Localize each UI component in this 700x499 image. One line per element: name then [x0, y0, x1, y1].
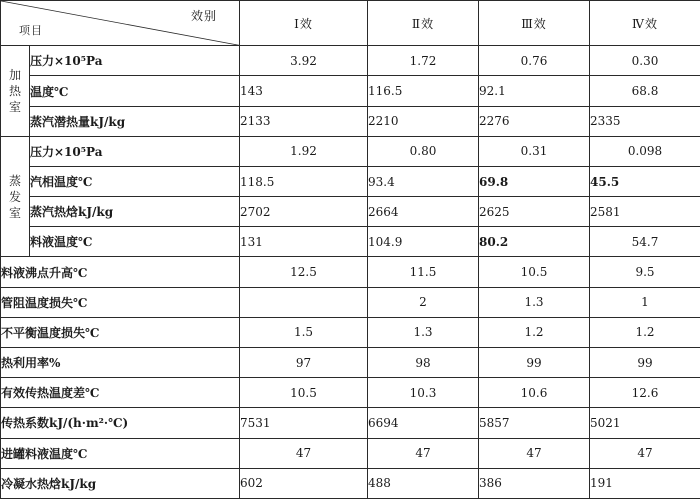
table-row	[1, 378, 700, 408]
header-row	[1, 1, 700, 46]
row-label: 进罐料液温度℃	[1, 438, 240, 468]
cell: 2625	[479, 197, 590, 227]
cell: 2335	[590, 106, 700, 136]
table-row	[1, 76, 700, 106]
cell: 386	[479, 468, 590, 498]
row-label: 料液温度℃	[30, 227, 240, 257]
cell: 1.3	[368, 317, 479, 347]
row-label: 温度℃	[30, 76, 240, 106]
table-row	[1, 227, 700, 257]
cell: 5021	[590, 408, 700, 438]
row-label: 压力×10⁵Pa	[30, 46, 240, 76]
cell: 69.8	[479, 166, 590, 196]
row-label: 压力×10⁵Pa	[30, 136, 240, 166]
cell: 45.5	[590, 166, 700, 196]
cell: 2210	[368, 106, 479, 136]
cell: 1.5	[240, 317, 368, 347]
table-row	[1, 468, 700, 498]
table-row	[1, 136, 700, 166]
cell: 99	[590, 347, 700, 377]
cell: 93.4	[368, 166, 479, 196]
cell: 10.5	[240, 378, 368, 408]
cell: 1.92	[240, 136, 368, 166]
row-label: 料液沸点升高℃	[1, 257, 240, 287]
cell: 47	[240, 438, 368, 468]
cell: 0.098	[590, 136, 700, 166]
table-row	[1, 46, 700, 76]
cell: 1.2	[590, 317, 700, 347]
row-label: 有效传热温度差℃	[1, 378, 240, 408]
cell: 68.8	[590, 76, 700, 106]
row-label: 汽相温度℃	[30, 166, 240, 196]
cell: 92.1	[479, 76, 590, 106]
col-head-effect-2: Ⅱ效	[368, 1, 479, 46]
corner-header-cell	[1, 1, 240, 46]
cell: 97	[240, 347, 368, 377]
table-row	[1, 347, 700, 377]
cell: 143	[240, 76, 368, 106]
row-label: 冷凝水热焓kJ/kg	[1, 468, 240, 498]
row-label: 蒸汽热焓kJ/kg	[30, 197, 240, 227]
table-row	[1, 197, 700, 227]
effect-header-label: 效别	[190, 9, 217, 23]
cell: 11.5	[368, 257, 479, 287]
row-label: 管阻温度损失℃	[1, 287, 240, 317]
cell: 12.5	[240, 257, 368, 287]
cell: 6694	[368, 408, 479, 438]
cell: 0.76	[479, 46, 590, 76]
cell: 2	[368, 287, 479, 317]
cell: 12.6	[590, 378, 700, 408]
cell: 0.31	[479, 136, 590, 166]
cell: 10.5	[479, 257, 590, 287]
table-row	[1, 166, 700, 196]
row-label: 蒸汽潜热量kJ/kg	[30, 106, 240, 136]
cell: 3.92	[240, 46, 368, 76]
cell: 5857	[479, 408, 590, 438]
item-header-label: 项目	[19, 24, 43, 38]
table-row	[1, 106, 700, 136]
cell: 0.80	[368, 136, 479, 166]
cell: 10.3	[368, 378, 479, 408]
cell: 9.5	[590, 257, 700, 287]
cell: 1.72	[368, 46, 479, 76]
cell: 2133	[240, 106, 368, 136]
cell: 131	[240, 227, 368, 257]
cell: 116.5	[368, 76, 479, 106]
cell: 1.3	[479, 287, 590, 317]
cell	[240, 287, 368, 317]
cell: 104.9	[368, 227, 479, 257]
cell: 47	[479, 438, 590, 468]
group-label-heating: 加 热 室	[1, 46, 30, 137]
cell: 47	[368, 438, 479, 468]
cell: 488	[368, 468, 479, 498]
cell: 99	[479, 347, 590, 377]
cell: 602	[240, 468, 368, 498]
row-label: 不平衡温度损失℃	[1, 317, 240, 347]
cell: 1.2	[479, 317, 590, 347]
row-label: 热利用率%	[1, 347, 240, 377]
cell: 54.7	[590, 227, 700, 257]
cell: 2664	[368, 197, 479, 227]
cell: 0.30	[590, 46, 700, 76]
cell: 2702	[240, 197, 368, 227]
cell: 47	[590, 438, 700, 468]
cell: 1	[590, 287, 700, 317]
col-head-effect-4: Ⅳ效	[590, 1, 700, 46]
table-row	[1, 408, 700, 438]
table-row	[1, 287, 700, 317]
col-head-effect-3: Ⅲ效	[479, 1, 590, 46]
table-row	[1, 317, 700, 347]
cell: 98	[368, 347, 479, 377]
col-head-effect-1: Ⅰ效	[240, 1, 368, 46]
cell: 80.2	[479, 227, 590, 257]
cell: 2581	[590, 197, 700, 227]
table-row	[1, 438, 700, 468]
cell: 10.6	[479, 378, 590, 408]
table-row	[1, 257, 700, 287]
cell: 2276	[479, 106, 590, 136]
group-label-evaporating: 蒸 发 室	[1, 136, 30, 257]
cell: 118.5	[240, 166, 368, 196]
row-label: 传热系数kJ/(h·m²·℃)	[1, 408, 240, 438]
cell: 7531	[240, 408, 368, 438]
cell: 191	[590, 468, 700, 498]
